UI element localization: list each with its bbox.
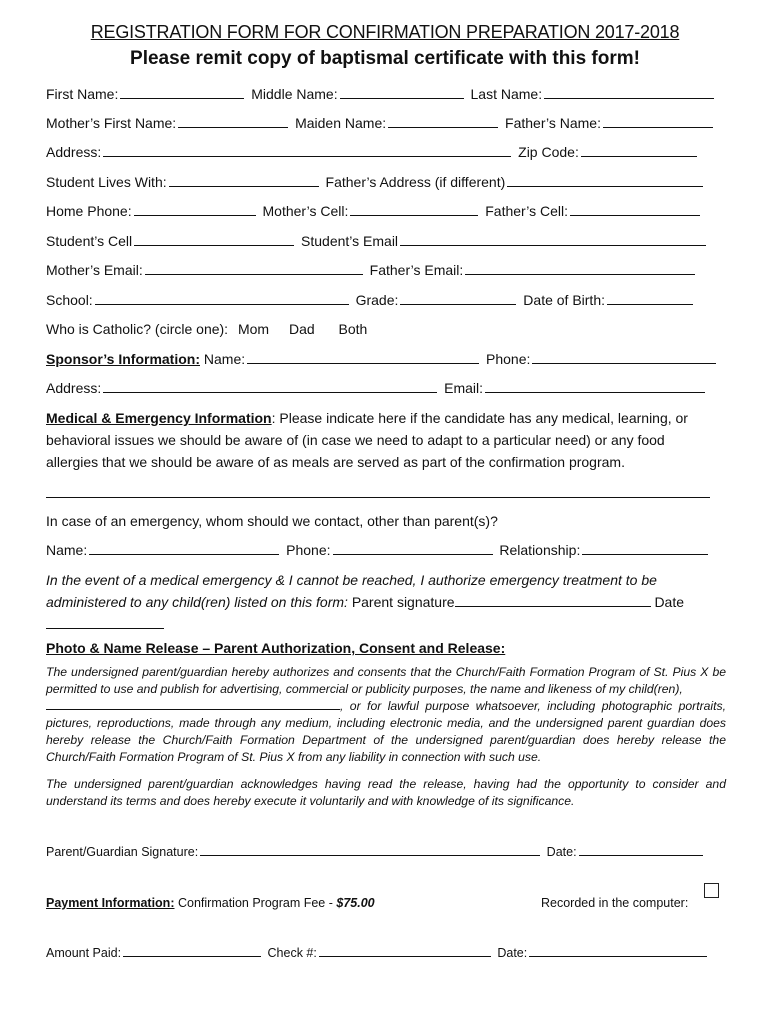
child-names-field[interactable] <box>46 698 340 710</box>
payment-row <box>46 894 375 912</box>
auth-date-label: Date <box>654 594 685 610</box>
father-name-field[interactable] <box>603 113 713 128</box>
middle-name-label: Middle Name: <box>251 86 338 102</box>
dob-field[interactable] <box>607 290 693 305</box>
student-lives-with-field[interactable] <box>169 172 319 187</box>
emails-row <box>46 260 698 280</box>
guardian-signature-label: Parent/Guardian Signature: <box>46 845 199 859</box>
sponsor-heading: Sponsor’s Information: <box>46 351 200 367</box>
form-title: REGISTRATION FORM FOR CONFIRMATION PREPARATION 2017-2018 <box>90 22 680 42</box>
zip-code-field[interactable] <box>581 142 697 157</box>
father-address-label: Father’s Address (if different) <box>325 174 506 190</box>
sponsor-address-row <box>46 378 708 398</box>
student-contact-row <box>46 231 709 251</box>
student-lives-with-label: Student Lives With: <box>46 174 167 190</box>
option-mom[interactable]: Mom <box>237 321 270 337</box>
photo-heading: Photo & Name Release – Parent Authorization, Consent and Release: <box>46 640 506 656</box>
student-email-label: Student’s Email <box>301 233 399 249</box>
amount-row <box>46 944 710 962</box>
emergency-contact-row <box>46 540 711 560</box>
home-phone-field[interactable] <box>134 201 256 216</box>
grade-label: Grade: <box>355 292 399 308</box>
emergency-relationship-label: Relationship: <box>499 542 581 558</box>
amount-paid-label: Amount Paid: <box>46 946 122 960</box>
father-cell-label: Father’s Cell: <box>485 203 568 219</box>
parent-signature-label: Parent signature <box>351 594 455 610</box>
sponsor-address-field[interactable] <box>103 378 437 393</box>
phones-row <box>46 201 703 221</box>
fee-amount: $75.00 <box>336 896 375 910</box>
father-email-label: Father’s Email: <box>369 262 464 278</box>
maiden-name-label: Maiden Name: <box>295 115 387 131</box>
mother-cell-label: Mother’s Cell: <box>262 203 349 219</box>
sponsor-address-label: Address: <box>46 380 102 396</box>
address-row <box>46 142 700 162</box>
student-cell-label: Student’s Cell <box>46 233 133 249</box>
guardian-signature-field[interactable] <box>200 843 540 856</box>
authorization-text: In the event of a medical emergency & I cannot be reached, I authorize emergency treatment to be administered to any child(ren) listed on this form: <box>46 572 657 610</box>
sponsor-row <box>46 349 719 369</box>
zip-code-label: Zip Code: <box>518 144 579 160</box>
emergency-phone-label: Phone: <box>286 542 331 558</box>
medical-heading: Medical & Emergency Information <box>46 410 272 426</box>
sponsor-name-label: Name: <box>203 351 246 367</box>
maiden-name-field[interactable] <box>388 113 498 128</box>
school-label: School: <box>46 292 93 308</box>
guardian-date-field[interactable] <box>579 843 703 856</box>
mother-first-name-label: Mother’s First Name: <box>46 115 177 131</box>
father-cell-field[interactable] <box>570 201 700 216</box>
sponsor-name-field[interactable] <box>247 349 479 364</box>
address-field[interactable] <box>103 142 511 157</box>
payment-date-field[interactable] <box>529 944 707 957</box>
option-both[interactable]: Both <box>338 321 368 337</box>
first-name-field[interactable] <box>120 84 244 99</box>
lives-with-row <box>46 172 706 192</box>
who-catholic-label: Who is Catholic? (circle one): <box>46 321 229 337</box>
parent-signature-field[interactable] <box>455 592 651 607</box>
form-subtitle: Please remit copy of baptismal certificate with this form! <box>130 48 640 69</box>
emergency-relationship-field[interactable] <box>582 540 708 555</box>
sponsor-phone-field[interactable] <box>532 349 716 364</box>
guardian-date-label: Date: <box>546 845 577 859</box>
amount-paid-field[interactable] <box>123 944 261 957</box>
acknowledgement-paragraph: The undersigned parent/guardian acknowledges having read the release, having had the opportunity to consider and understand its terms and does hereby execute it voluntarily and with knowledge of its significance. <box>46 777 726 808</box>
last-name-field[interactable] <box>544 84 714 99</box>
mother-email-label: Mother’s Email: <box>46 262 143 278</box>
student-cell-field[interactable] <box>134 231 294 246</box>
sponsor-email-label: Email: <box>444 380 484 396</box>
photo-release-paragraph <box>46 664 726 766</box>
middle-name-field[interactable] <box>340 84 464 99</box>
photo-release-text-a: The undersigned parent/guardian hereby authorizes and consents that the Church/Faith Formation Program of St. Pius X be permitted to use and publish for advertising, commercial or publicity purposes, the name and likeness of my child(ren), <box>46 665 726 696</box>
auth-date-field[interactable] <box>46 614 164 629</box>
school-row <box>46 290 696 310</box>
authorization-paragraph <box>46 569 726 635</box>
check-field[interactable] <box>319 944 491 957</box>
medical-paragraph <box>46 407 712 473</box>
father-email-field[interactable] <box>465 260 695 275</box>
medical-answer-line[interactable] <box>46 497 710 498</box>
emergency-phone-field[interactable] <box>333 540 493 555</box>
mother-email-field[interactable] <box>145 260 363 275</box>
payment-date-label: Date: <box>497 946 528 960</box>
guardian-signature-row <box>46 843 706 861</box>
emergency-question: In case of an emergency, whom should we contact, other than parent(s)? <box>46 513 498 529</box>
father-address-field[interactable] <box>507 172 703 187</box>
payment-heading: Payment Information: <box>46 896 175 910</box>
school-field[interactable] <box>95 290 349 305</box>
home-phone-label: Home Phone: <box>46 203 132 219</box>
sponsor-email-field[interactable] <box>485 378 705 393</box>
name-row <box>46 84 717 104</box>
mother-cell-field[interactable] <box>350 201 478 216</box>
sponsor-phone-label: Phone: <box>486 351 531 367</box>
recorded-checkbox[interactable] <box>704 883 719 898</box>
student-email-field[interactable] <box>400 231 706 246</box>
first-name-label: First Name: <box>46 86 119 102</box>
emergency-name-field[interactable] <box>89 540 279 555</box>
emergency-name-label: Name: <box>46 542 88 558</box>
fee-label: Confirmation Program Fee - <box>177 896 333 910</box>
recorded-label: Recorded in the computer: <box>541 896 689 910</box>
grade-field[interactable] <box>400 290 516 305</box>
father-name-label: Father’s Name: <box>505 115 601 131</box>
option-dad[interactable]: Dad <box>288 321 315 337</box>
check-label: Check #: <box>267 946 317 960</box>
photo-release-text-b: , or for lawful purpose whatsoever, including photographic portraits, pictures, reproductions, made through any medium, including electronic media, and the undersigned parent guardian does hereby release the Church/Faith Formation Department of the undersigned parent/guardian does hereby release the Church/Faith Formation Program of St. Pius X from any liability in connection with such use. <box>46 699 726 764</box>
address-label: Address: <box>46 144 102 160</box>
medical-text: : Please indicate here if the candidate has any medical, learning, or behavioral issues we should be aware of (in case we need to adapt to a particular need) or any food allergies that we should be aware of as meals are served as part of the confirmation program. <box>46 410 688 470</box>
parents-row <box>46 113 716 133</box>
mother-first-name-field[interactable] <box>178 113 288 128</box>
last-name-label: Last Name: <box>470 86 543 102</box>
dob-label: Date of Birth: <box>523 292 605 308</box>
catholic-row <box>46 319 367 339</box>
